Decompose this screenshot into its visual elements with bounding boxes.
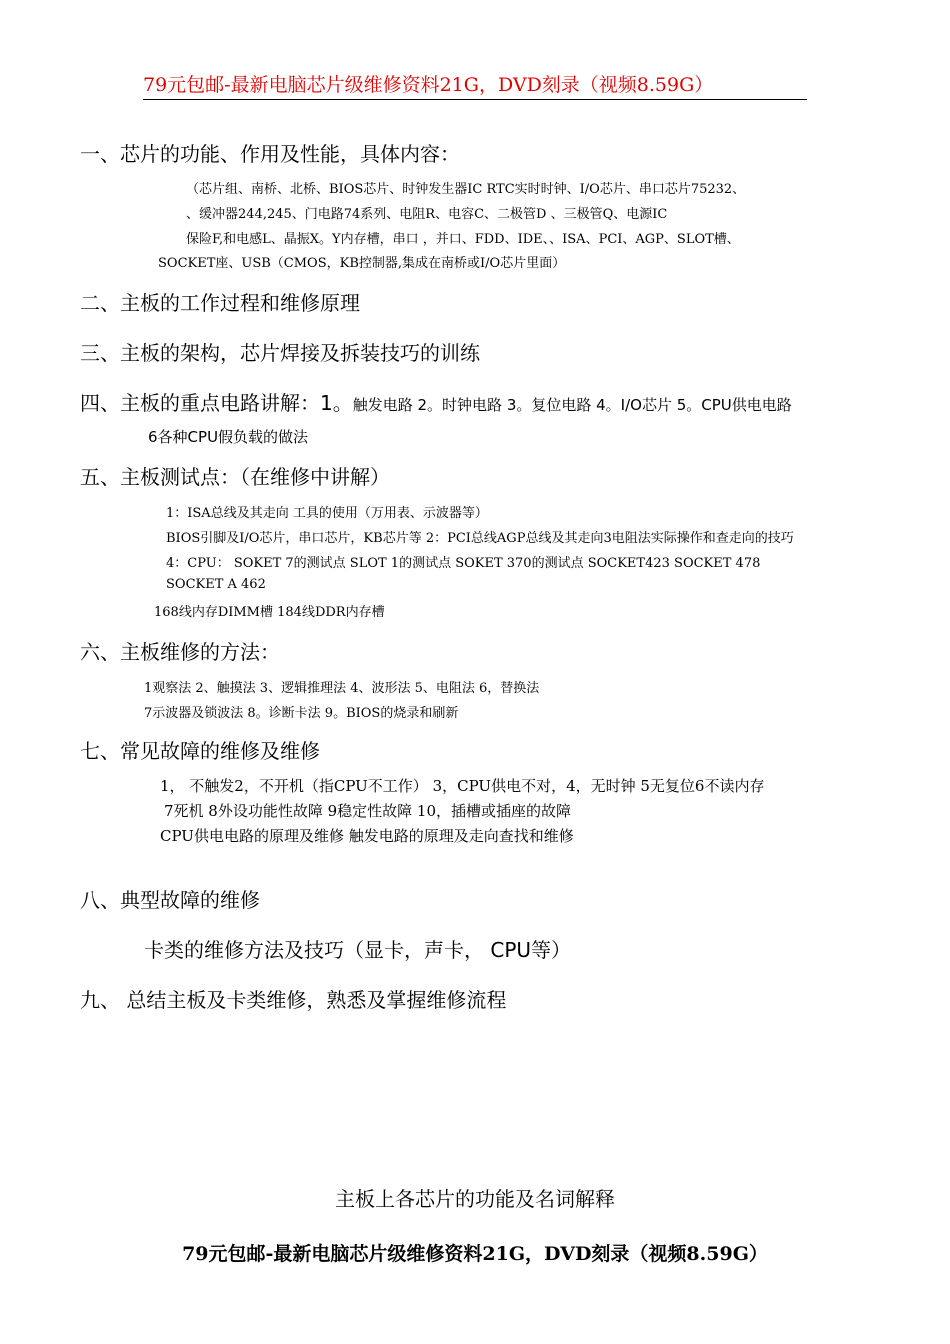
section-6-heading: 六、主板维修的方法： <box>80 640 280 664</box>
section-1-line: （芯片组、南桥、北桥、BIOS芯片、时钟发生器IC RTC实时时钟、I/O芯片、串口芯片75232、 <box>186 182 746 197</box>
section-5-heading: 五、主板测试点：（在维修中讲解） <box>80 465 390 489</box>
section-8-heading: 八、典型故障的维修 <box>80 888 260 912</box>
section-4-heading-tail: 触发电路 2。时钟电路 3。复位电路 4。I/O芯片 5。CPU供电电路 <box>352 396 792 414</box>
section-7-line: CPU供电电路的原理及维修 触发电路的原理及走向查找和维修 <box>160 827 574 845</box>
section-6-line: 1观察法 2、触摸法 3、逻辑推理法 4、波形法 5、电阻法 6，替换法 <box>144 681 540 696</box>
section-4-heading-row <box>80 387 792 416</box>
section-4-heading: 四、主板的重点电路讲解：1。 <box>80 391 353 415</box>
section-5-line: BIOS引脚及I/O芯片，串口芯片，KB芯片等 2：PCI总线AGP总线及其走向3电阻法实际操作和查走向的技巧 <box>166 531 794 546</box>
section-4-line: 6各种CPU假负载的做法 <box>148 428 309 446</box>
section-7-heading: 七、常见故障的维修及维修 <box>80 739 320 763</box>
section-2-heading: 二、主板的工作过程和维修原理 <box>80 291 360 315</box>
section-6-line: 7示波器及锁波法 8。诊断卡法 9。BIOS的烧录和刷新 <box>144 706 459 721</box>
section-5-line: 4：CPU： SOKET 7的测试点 SLOT 1的测试点 SOKET 370的测试点 SOCKET423 SOCKET 478 <box>166 556 761 571</box>
section-5-line: 168线内存DIMM槽 184线DDR内存槽 <box>154 605 385 620</box>
section-7-line: 1， 不触发2，不开机（指CPU不工作） 3，CPU供电不对，4，无时钟 5无复位6不读内存 <box>160 777 765 795</box>
section-5-line: 1：ISA总线及其走向 工具的使用（万用表、示波器等） <box>166 506 488 521</box>
section-8-subline: 卡类的维修方法及技巧（显卡，声卡， CPU等） <box>144 938 572 962</box>
section-7-line: 7死机 8外设功能性故障 9稳定性故障 10，插槽或插座的故障 <box>164 802 572 820</box>
section-1-line: 保险F,和电感L、晶振X。Y内存槽，串口 ，并口、FDD、IDE、、ISA、PCI、AGP、SLOT槽、 <box>186 232 740 247</box>
section-9-heading: 九、 总结主板及卡类维修，熟悉及掌握维修流程 <box>80 988 507 1012</box>
footer-title: 主板上各芯片的功能及名词解释 <box>335 1187 615 1211</box>
footer-banner: 79元包邮-最新电脑芯片级维修资料21G，DVD刻录（视频8.59G） <box>182 1243 768 1265</box>
section-1-heading: 一、芯片的功能、作用及性能，具体内容： <box>80 142 460 166</box>
top-banner: 79元包邮-最新电脑芯片级维修资料21G，DVD刻录（视频8.59G） <box>143 70 807 100</box>
section-3-heading: 三、主板的架构，芯片焊接及拆装技巧的训练 <box>80 341 480 365</box>
section-1-line: 、缓冲器244,245、门电路74系列、电阻R、电容C、二极管D 、三极管Q、电源IC <box>186 207 668 222</box>
section-1-line: SOCKET座、USB（CMOS，KB控制器,集成在南桥或I/O芯片里面） <box>158 256 566 271</box>
section-5-line: SOCKET A 462 <box>166 577 266 592</box>
